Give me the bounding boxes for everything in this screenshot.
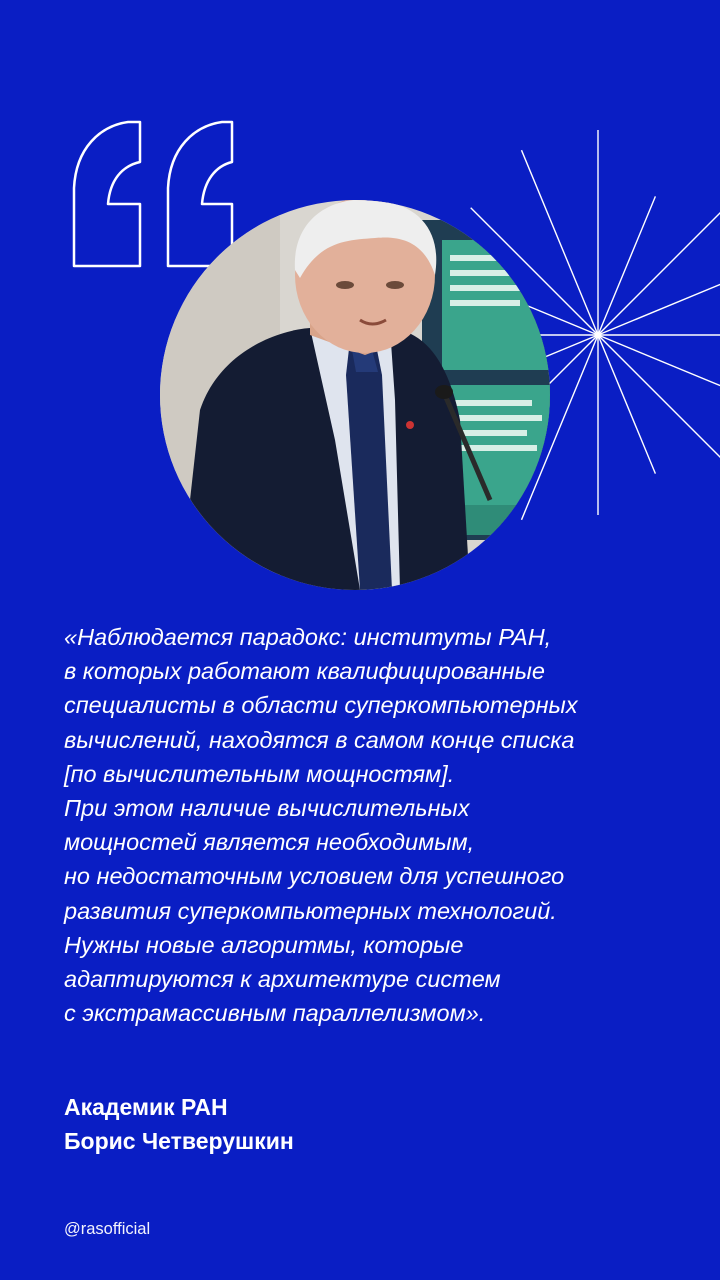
quote-line: но недостаточным условием для успешного: [64, 863, 565, 890]
quote-line: с экстрамассивным параллелизмом».: [64, 1000, 486, 1027]
quote-line: мощностей является необходимым,: [64, 829, 475, 856]
quote-line: в которых работают квалифицированные: [64, 658, 545, 685]
burst-ray: [598, 208, 720, 335]
quote-mark-icon: [70, 118, 235, 273]
quote-text: [64, 620, 684, 1030]
quote-line: Нужны новые алгоритмы, которые: [64, 931, 464, 958]
quote-line: адаптируются к архитектуре систем: [64, 966, 501, 993]
speaker-portrait: [160, 200, 550, 590]
quote-line: специалисты в области суперкомпьютерных: [64, 692, 578, 719]
quote-line: [по вычислительным мощностям].: [64, 760, 455, 787]
author-name: Борис Четверушкин: [64, 1128, 294, 1154]
author-title: Академик РАН: [64, 1094, 228, 1120]
quote-line: «Наблюдается парадокс: институты РАН,: [64, 624, 552, 650]
quote-line: вычислений, находятся в самом конце списка: [64, 726, 575, 753]
quote-line: развития суперкомпьютерных технологий.: [64, 897, 557, 924]
burst-ray: [522, 150, 599, 335]
quote-line: При этом наличие вычислительных: [64, 795, 470, 822]
burst-ray: [598, 335, 720, 480]
burst-ray: [598, 259, 720, 336]
author-block: [64, 1090, 294, 1158]
social-handle: @rasofficial: [64, 1220, 151, 1238]
